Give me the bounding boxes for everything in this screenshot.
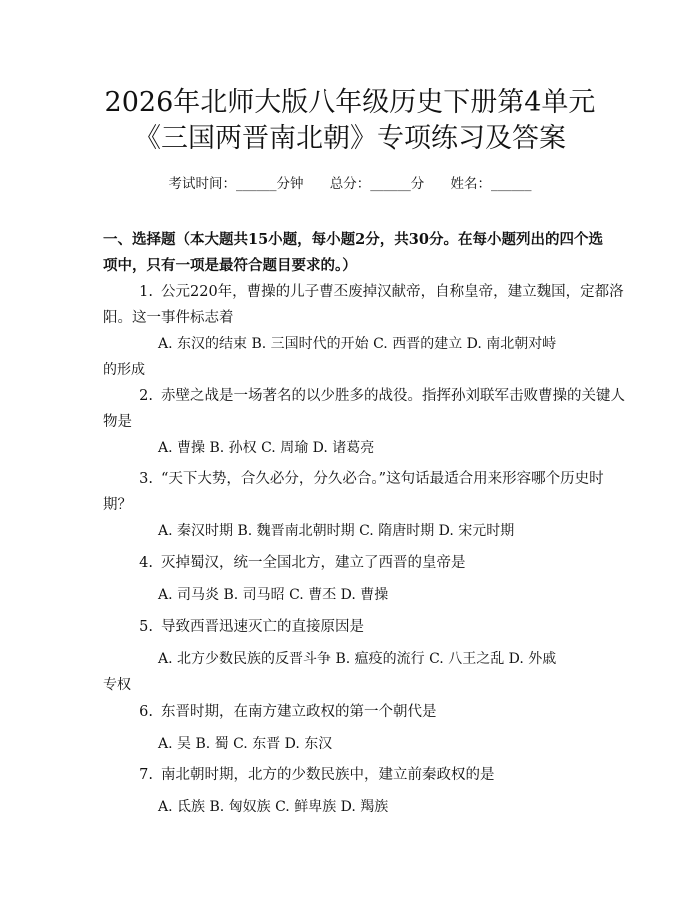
- question-stem-line1: [103, 383, 643, 409]
- question-stem-text: 导致西晋迅速灭亡的直接原因是: [161, 619, 364, 635]
- question-2: [103, 383, 643, 435]
- question-stem-line2: 阳。这一事件标志着: [103, 310, 234, 326]
- exam-total-score: 总分：______分: [329, 176, 425, 192]
- question-3: [103, 466, 643, 518]
- question-number: 2.: [139, 388, 153, 404]
- options-line1: A. 秦汉时期 B. 魏晋南北朝时期 C. 隋唐时期 D. 宋元时期: [158, 523, 515, 539]
- question-4: [103, 550, 643, 576]
- options-line1: A. 司马炎 B. 司马昭 C. 曹丕 D. 曹操: [158, 587, 389, 603]
- question-stem-line1: [103, 550, 643, 576]
- question-number: 5.: [139, 619, 153, 635]
- question-stem-text: 赤壁之战是一场著名的以少胜多的战役。指挥孙刘联军击败曹操的关键人: [161, 388, 625, 404]
- options-line1: A. 吴 B. 蜀 C. 东晋 D. 东汉: [158, 736, 333, 752]
- question-stem-line1: [103, 614, 643, 640]
- question-6: [103, 699, 643, 725]
- question-stem-line1: [103, 466, 643, 492]
- question-number: 3.: [139, 471, 153, 487]
- section-heading-line2: 项中，只有一项是最符合题目要求的。）: [103, 257, 357, 274]
- section-heading-line1: 一、选择题（本大题共15小题，每小题2分，共30分。在每小题列出的四个选: [103, 231, 603, 248]
- question-1-options: [103, 331, 643, 383]
- question-7-options: [103, 794, 643, 820]
- question-1: [103, 279, 643, 331]
- question-2-options: [103, 435, 643, 461]
- section-heading: [103, 227, 643, 279]
- question-6-options: [103, 731, 643, 757]
- question-stem-line2: 物是: [103, 414, 132, 430]
- question-7: [103, 762, 643, 788]
- question-stem-line1: [103, 762, 643, 788]
- options-line2: 的形成: [103, 362, 145, 378]
- question-stem-text: “天下大势，合久必分，分久必合。”这句话最适合用来形容哪个历史时: [161, 471, 604, 487]
- page-title-line2: 《三国两晋南北朝》专项练习及答案: [134, 123, 566, 154]
- question-stem-text: 东晋时期，在南方建立政权的第一个朝代是: [161, 704, 437, 720]
- question-3-options: [103, 518, 643, 544]
- exam-meta: [0, 172, 700, 192]
- question-stem-text: 公元220年，曹操的儿子曹丕废掉汉献帝，自称皇帝，建立魏国，定都洛: [161, 284, 624, 300]
- options-line1: A. 北方少数民族的反晋斗争 B. 瘟疫的流行 C. 八王之乱 D. 外戚: [158, 651, 557, 667]
- options-line2: 专权: [103, 677, 131, 693]
- question-stem-line1: [103, 279, 643, 305]
- question-number: 4.: [139, 555, 153, 571]
- options-line1: A. 曹操 B. 孙权 C. 周瑜 D. 诸葛亮: [158, 440, 375, 456]
- page-title-line1: 2026年北师大版八年级历史下册第4单元: [104, 87, 596, 118]
- question-number: 1.: [139, 284, 153, 300]
- question-5-options: [103, 646, 643, 698]
- options-line1: A. 东汉的结束 B. 三国时代的开始 C. 西晋的建立 D. 南北朝对峙: [158, 336, 557, 352]
- question-stem-text: 灭掉蜀汉，统一全国北方，建立了西晋的皇帝是: [161, 555, 466, 571]
- exam-time: 考试时间：______分钟: [168, 176, 304, 192]
- question-number: 7.: [139, 767, 153, 783]
- question-4-options: [103, 582, 643, 608]
- question-stem-line2: 期？: [103, 497, 132, 513]
- question-stem-text: 南北朝时期，北方的少数民族中，建立前秦政权的是: [161, 767, 495, 783]
- question-5: [103, 614, 643, 640]
- exam-student-name: 姓名：______: [450, 176, 532, 192]
- question-stem-line1: [103, 699, 643, 725]
- question-number: 6.: [139, 704, 153, 720]
- options-line1: A. 氐族 B. 匈奴族 C. 鲜卑族 D. 羯族: [158, 799, 389, 815]
